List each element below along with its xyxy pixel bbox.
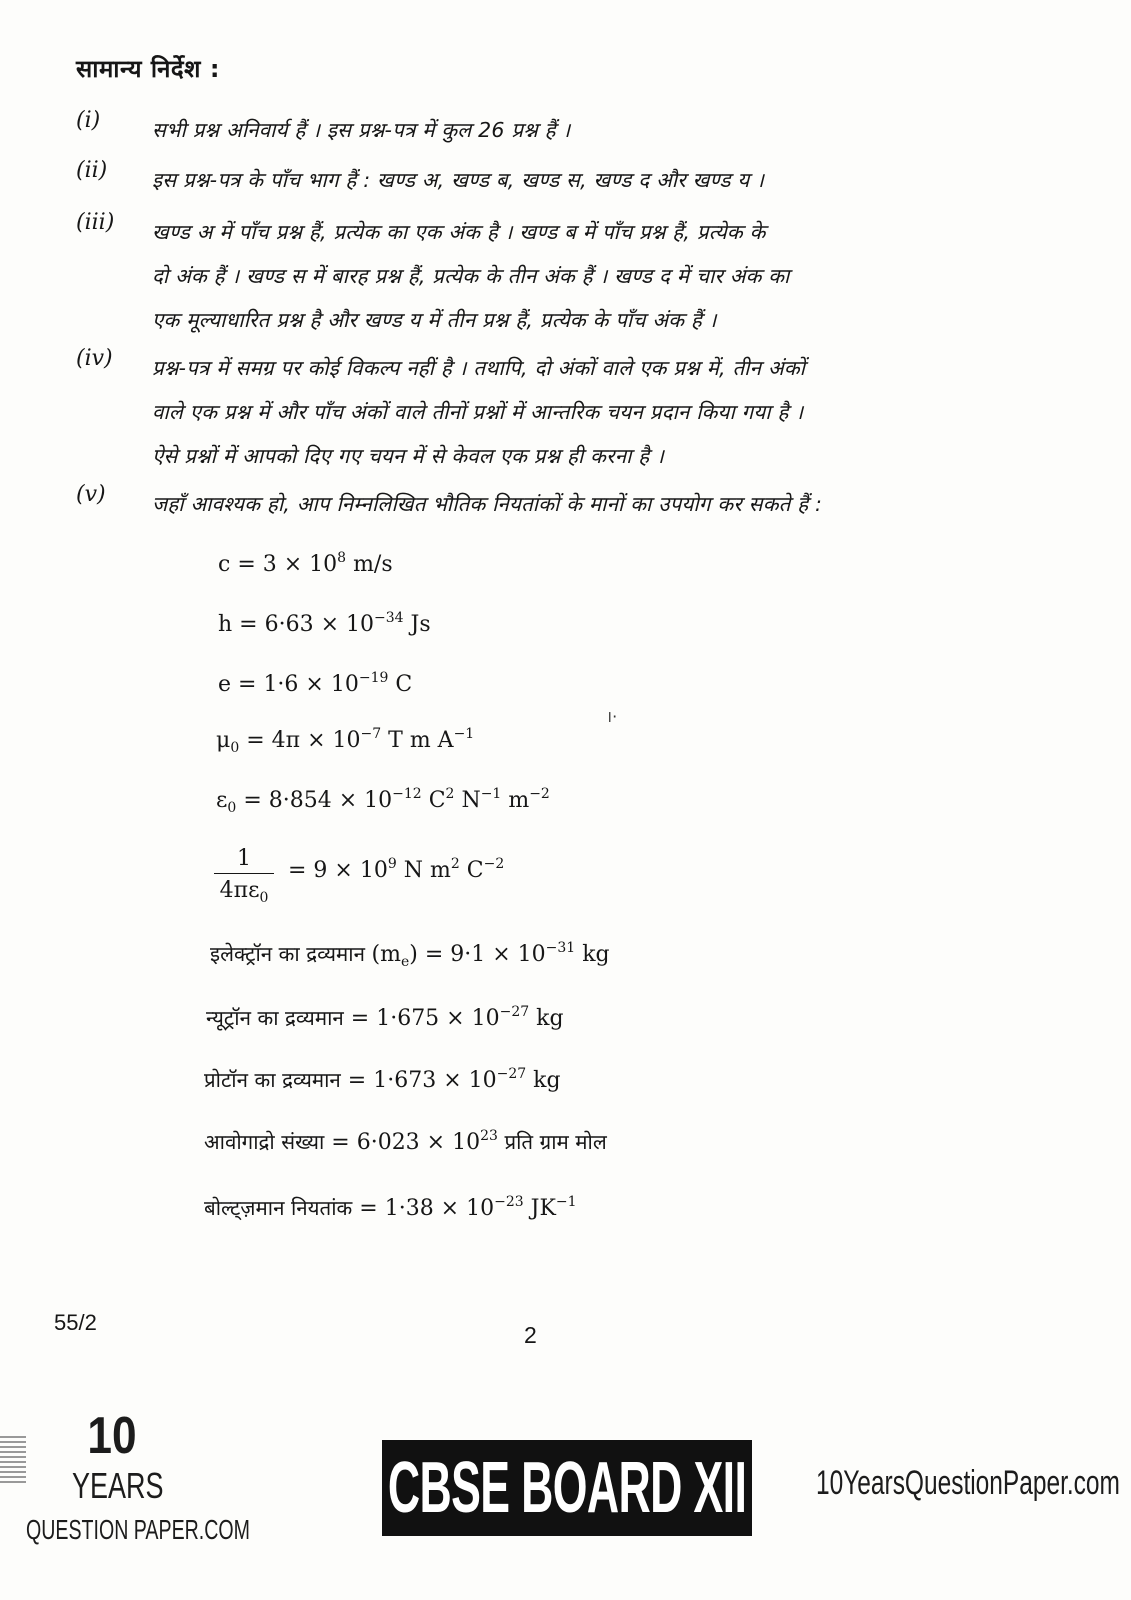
planck-constant: $h = 6\cdot 63 \times 10^{-34}$ Js: [218, 610, 431, 637]
website-link[interactable]: 10YearsQuestionPaper.com: [816, 1464, 1120, 1502]
instruction-line: ऐसे प्रश्नों में आपको दिए गए चयन में से केवल एक प्रश्न ही करना है ।: [152, 444, 665, 468]
coulomb-constant-value: = $9 \times 10^9$ N $m^2$ $C^{-2}$: [288, 856, 505, 883]
speed-of-light: $c = 3 \times 10^8$ m/s: [218, 550, 393, 577]
instruction-line: प्रश्न-पत्र में समग्र पर कोई विकल्प नहीं है । तथापि, दो अंकों वाले एक प्रश्न में, तीन अंकों: [152, 356, 806, 380]
electron-mass: इलेक्ट्रॉन का द्रव्यमान $(m_e) = 9\cdot 1 \times 10^{-31}$ kg: [210, 940, 610, 970]
general-instructions-heading: सामान्य निर्देश :: [76, 55, 220, 83]
board-title: CBSE BOARD XII: [387, 1448, 747, 1528]
instruction-line: खण्ड अ में पाँच प्रश्न हैं, प्रत्येक का एक अंक है । खण्ड ब में पाँच प्रश्न हैं, प्रत्येक के: [152, 220, 766, 244]
avogadro-number: आवोगाद्रो संख्या = $6\cdot 023 \times 10^{23}$ प्रति ग्राम मोल: [204, 1128, 607, 1155]
instruction-number: (v): [76, 482, 106, 507]
stray-mark: ।·: [606, 707, 618, 726]
instruction-number: (iv): [76, 346, 113, 371]
fraction-bar: [214, 873, 274, 874]
instruction-line: सभी प्रश्न अनिवार्य हैं । इस प्रश्न-पत्र में कुल 26 प्रश्न हैं ।: [152, 118, 571, 142]
logo-number: 10: [87, 1407, 137, 1465]
permeability-constant: $\mu_0 = 4\pi \times 10^{-7}$ T m $A^{-1}$: [216, 726, 475, 756]
logo-years-text: YEARS: [72, 1465, 164, 1506]
neutron-mass: न्यूट्रॉन का द्रव्यमान = $1\cdot 675 \times 10^{-27}$ kg: [206, 1004, 564, 1031]
paper-code: 55/2: [54, 1310, 97, 1335]
fraction-numerator: 1: [237, 846, 251, 871]
instruction-number: (i): [76, 108, 101, 133]
instruction-line: एक मूल्याधारित प्रश्न है और खण्ड य में तीन प्रश्न हैं, प्रत्येक के पाँच अंक हैं ।: [152, 308, 717, 332]
electron-charge: $e = 1\cdot 6 \times 10^{-19}$ C: [218, 670, 413, 697]
instruction-line: जहाँ आवश्यक हो, आप निम्नलिखित भौतिक नियतांकों के मानों का उपयोग कर सकते हैं :: [152, 492, 823, 516]
boltzmann-constant: बोल्ट्ज़मान नियतांक = $1\cdot 38 \times 10^{-23}$ $JK^{-1}$: [204, 1194, 577, 1221]
instruction-number: (ii): [76, 158, 108, 183]
coulomb-constant-fraction: [214, 846, 274, 906]
permittivity-constant: $\varepsilon_0 = 8\cdot 854 \times 10^{-12}$ $C^2$ $N^{-1}$ $m^{-2}$: [216, 786, 550, 816]
fraction-denominator: $4\pi\varepsilon_0$: [219, 878, 269, 906]
decorative-stripes: [0, 1436, 26, 1484]
instruction-number: (iii): [76, 210, 115, 235]
instruction-line: वाले एक प्रश्न में और पाँच अंकों वाले तीनों प्रश्नों में आन्तरिक चयन प्रदान किया गया है ।: [152, 400, 804, 424]
logo-subtitle: QUESTION PAPER.COM: [26, 1514, 250, 1545]
instruction-line: इस प्रश्न-पत्र के पाँच भाग हैं : खण्ड अ, खण्ड ब, खण्ड स, खण्ड द और खण्ड य ।: [152, 168, 765, 192]
proton-mass: प्रोटॉन का द्रव्यमान = $1\cdot 673 \times 10^{-27}$ kg: [204, 1066, 561, 1093]
instruction-line: दो अंक हैं । खण्ड स में बारह प्रश्न हैं, प्रत्येक के तीन अंक हैं । खण्ड द में चार अंक का: [152, 264, 790, 288]
board-banner: [382, 1440, 752, 1536]
page-number: 2: [524, 1322, 537, 1348]
